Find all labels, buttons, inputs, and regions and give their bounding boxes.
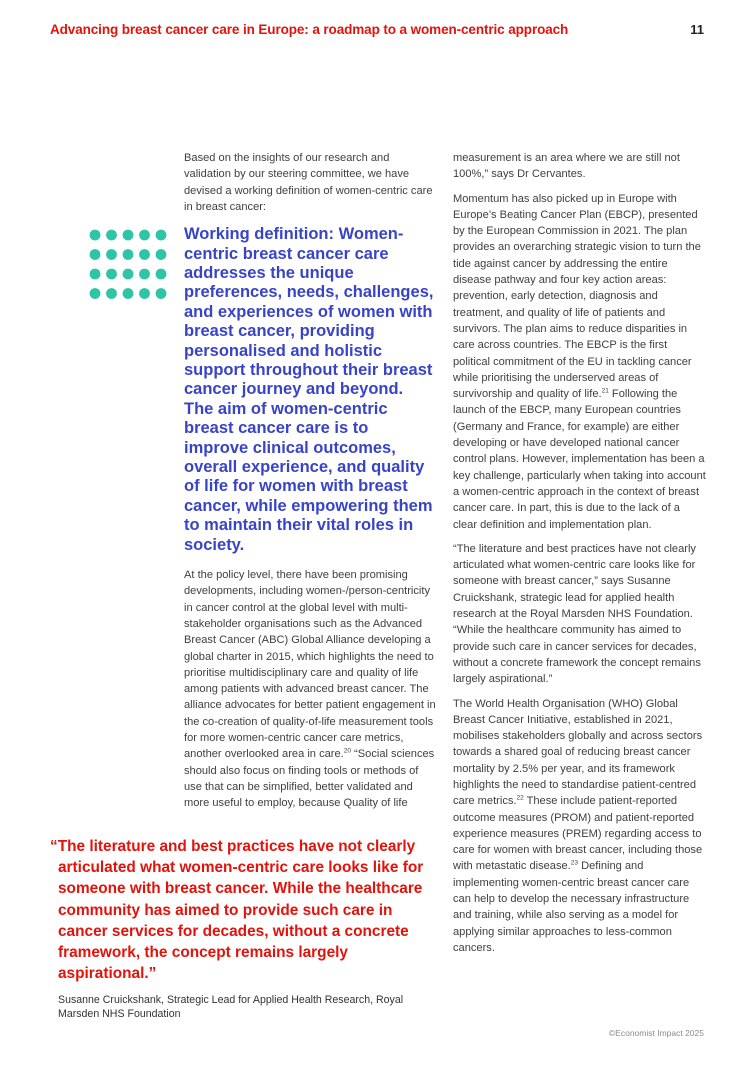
- dot: [156, 230, 167, 241]
- dot: [106, 288, 117, 299]
- paragraph-4-text-1: The World Health Organisation (WHO) Global Breast Cancer Initiative, established in 2021, mobilises stakeholders globally and across sectors towards a shared goal of reducing breast cancer mortality by 2.5% per year, and its framework highlights the need to standardise patient-centred care metrics.: [453, 697, 703, 808]
- dot: [123, 249, 134, 260]
- dot: [106, 249, 117, 260]
- paragraph-2-text-2: Following the launch of the EBCP, many European countries (Germany and France, for example) are either developing or have developed national cancer control plans. However, implementation has been a key challenge, particularly when taking into account a women-centric approach in the context of breast cancer care. In part, this is due to the lack of a clear definition and implementation plan.: [453, 388, 706, 531]
- dot: [90, 230, 101, 241]
- dot: [139, 288, 150, 299]
- page-number: 11: [690, 22, 704, 37]
- dot: [156, 269, 167, 280]
- dot: [139, 230, 150, 241]
- paragraph-1: measurement is an area where we are still not 100%,” says Dr Cervantes.: [453, 152, 680, 181]
- pull-quote-attribution: Susanne Cruickshank, Strategic Lead for Applied Health Research, Royal Marsden NHS Foundation: [58, 994, 404, 1020]
- paragraph-4: [453, 696, 707, 957]
- paragraph-3: “The literature and best practices have not clearly articulated what women-centric care looks like for someone with breast cancer,” says Susanne Cruickshank, strategic lead for applied health research at the Royal Marsden NHS Foundation. “While the healthcare community has aimed to provide such care in cancer services for decades, without a concrete framework the concept remains largely aspirational.”: [453, 542, 701, 686]
- dot: [90, 269, 101, 280]
- dot: [156, 249, 167, 260]
- footnote-ref[interactable]: 22: [516, 794, 524, 802]
- header-title: Advancing breast cancer care in Europe: a roadmap to a women-centric approach: [50, 22, 569, 37]
- policy-paragraph: [184, 567, 436, 811]
- pull-quote-text: “The literature and best practices have not clearly articulated what women-centric care looks like for someone with breast cancer. While the healthcare community has aimed to provide such care in cancer services for decades, without a concrete framework, the concept remains largely aspirational.”: [50, 838, 424, 983]
- intro-paragraph: Based on the insights of our research and validation by our steering committee, we have devised a working definition of women-centric care in breast cancer:: [184, 152, 433, 213]
- paragraph-2: [453, 191, 707, 533]
- working-definition: Working definition: Women-centric breast cancer care addresses the unique preferences, needs, challenges, and experiences of women with breast cancer, providing personalised and holistic support throughout their breast cancer journey and beyond. The aim of women-centric breast cancer care is to improve clinical outcomes, overall experience, and quality of life for women with breast cancer, while empowering them to maintain their vital roles in society.: [184, 225, 434, 554]
- dot: [106, 269, 117, 280]
- left-column: [184, 150, 436, 820]
- footer-copyright: ©Economist Impact 2025: [608, 1028, 704, 1038]
- footnote-ref[interactable]: 23: [570, 859, 579, 867]
- dot: [123, 269, 134, 280]
- right-column: [453, 150, 707, 964]
- dot: [139, 269, 150, 280]
- dot-grid-icon: [89, 229, 169, 301]
- paragraph-4-text-2: These include patient-reported outcome measures (PROM) and patient-reported experience measures (PREM) regarding access to care for women with breast cancer, including those with metastatic disease.: [453, 795, 703, 873]
- paragraph-4-text-3: Defining and implementing women-centric breast cancer care can help to develop the necessary infrastructure and training, while also serving as a model for applying similar approaches to less-common cancers.: [453, 860, 690, 954]
- dot: [106, 230, 117, 241]
- policy-text-1: At the policy level, there have been promising developments, including women-/person-centricity in cancer control at the global level with multi-stakeholder organisations such as the Advanced Breast Cancer (ABC) Global Alliance developing a global charter in 2015, which highlights the need to prioritise multidisciplinary care and quality of life among patients with advanced breast cancer. The alliance advocates for better patient engagement in the co-creation of quality-of-life measurement tools for more women-centric cancer care metrics, another overlooked area in care.: [184, 569, 436, 761]
- dot: [123, 230, 134, 241]
- footnote-ref[interactable]: 20: [343, 747, 351, 755]
- policy-text-2: “Social sciences should also focus on finding tools or methods of use that can be simplified, better validated and more useful to employ, because Quality of life: [184, 748, 435, 810]
- paragraph-2-text-1: Momentum has also picked up in Europe with Europe’s Beating Cancer Plan (EBCP), presented by the European Commission in 2021. The plan provides an overarching strategic vision to turn the tide against cancer by addressing the entire disease pathway and four key action areas: prevention, early detection, diagnosis and treatment, and quality of life of patients and survivors. The plan aims to reduce disparities in care across countries. The EBCP is the first political commitment of the EU in tackling cancer while prioritising the underserved areas of survivorship and quality of life.: [453, 192, 701, 401]
- dot: [90, 288, 101, 299]
- footnote-ref[interactable]: 21: [601, 387, 609, 395]
- dot: [139, 249, 150, 260]
- pull-quote: [50, 836, 430, 1021]
- dot: [90, 249, 101, 260]
- dot: [123, 288, 134, 299]
- dot: [156, 288, 167, 299]
